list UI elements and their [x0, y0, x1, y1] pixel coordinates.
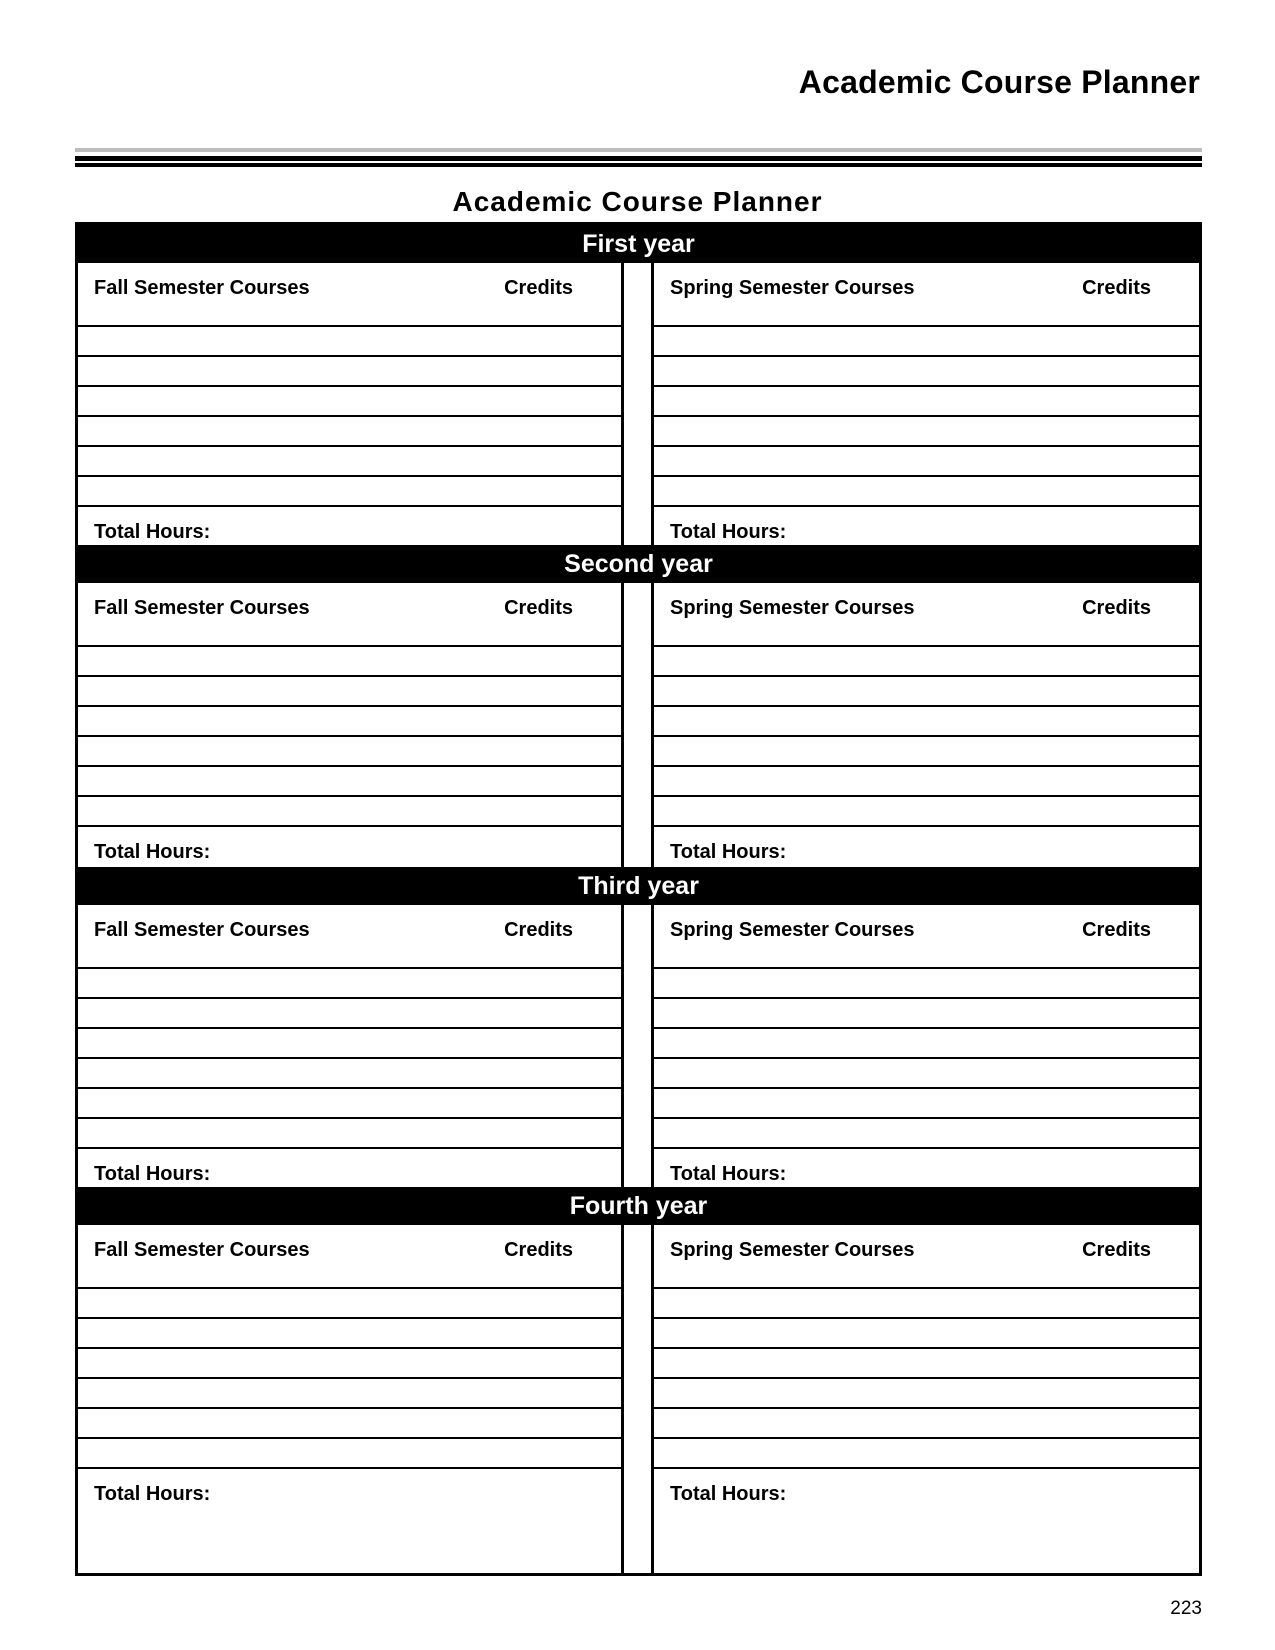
- course-entry-row[interactable]: [78, 1349, 621, 1379]
- fall-courses-label: Fall Semester Courses: [94, 277, 310, 299]
- course-entry-row[interactable]: [654, 1289, 1199, 1319]
- total-hours-label: Total Hours:: [670, 1163, 787, 1185]
- fall-courses-label: Fall Semester Courses: [94, 597, 310, 619]
- spring-courses-label: Spring Semester Courses: [670, 277, 915, 299]
- course-entry-row[interactable]: [654, 1059, 1199, 1089]
- course-entry-row[interactable]: [654, 357, 1199, 387]
- spring-semester-block: [651, 583, 1199, 867]
- spring-semester-header: [654, 905, 1199, 969]
- fall-semester-block: [78, 905, 624, 1187]
- fall-course-rows: [78, 327, 621, 507]
- credits-label: Credits: [504, 1239, 573, 1261]
- spring-course-rows: [654, 647, 1199, 827]
- planner-title: Academic Course Planner: [452, 186, 823, 217]
- course-entry-row[interactable]: [78, 677, 621, 707]
- spring-course-rows: [654, 327, 1199, 507]
- fall-semester-block: [78, 1225, 624, 1573]
- course-entry-row[interactable]: [654, 417, 1199, 447]
- course-entry-row[interactable]: [654, 1439, 1199, 1469]
- fall-semester-header: [78, 905, 621, 969]
- course-entry-row[interactable]: [78, 1119, 621, 1149]
- page-number: 223: [1170, 1598, 1202, 1619]
- course-entry-row[interactable]: [78, 1439, 621, 1469]
- spring-semester-header: [654, 583, 1199, 647]
- credits-label: Credits: [504, 919, 573, 941]
- course-entry-row[interactable]: [78, 447, 621, 477]
- course-entry-row[interactable]: [78, 767, 621, 797]
- course-entry-row[interactable]: [654, 767, 1199, 797]
- total-hours-label: Total Hours:: [94, 1483, 211, 1505]
- course-entry-row[interactable]: [654, 1349, 1199, 1379]
- fall-semester-header: [78, 1225, 621, 1289]
- course-entry-row[interactable]: [78, 1059, 621, 1089]
- spring-semester-header: [654, 1225, 1199, 1289]
- fall-semester-header: [78, 583, 621, 647]
- year-header: First year: [78, 225, 1199, 263]
- fall-semester-header: [78, 263, 621, 327]
- credits-label: Credits: [1082, 1239, 1151, 1261]
- spring-courses-label: Spring Semester Courses: [670, 597, 915, 619]
- course-entry-row[interactable]: [78, 417, 621, 447]
- course-entry-row[interactable]: [654, 797, 1199, 827]
- year-section: [78, 867, 1199, 1187]
- year-section: [78, 225, 1199, 545]
- total-hours-label: Total Hours:: [94, 1163, 211, 1185]
- credits-label: Credits: [1082, 277, 1151, 299]
- credits-label: Credits: [1082, 597, 1151, 619]
- fall-course-rows: [78, 1289, 621, 1469]
- course-entry-row[interactable]: [654, 1029, 1199, 1059]
- course-entry-row[interactable]: [78, 1409, 621, 1439]
- total-hours-label: Total Hours:: [94, 841, 211, 863]
- fall-course-rows: [78, 647, 621, 827]
- course-entry-row[interactable]: [654, 737, 1199, 767]
- spring-semester-block: [651, 263, 1199, 545]
- fall-course-rows: [78, 969, 621, 1149]
- course-entry-row[interactable]: [654, 387, 1199, 417]
- course-entry-row[interactable]: [78, 1379, 621, 1409]
- course-entry-row[interactable]: [654, 647, 1199, 677]
- spring-courses-label: Spring Semester Courses: [670, 919, 915, 941]
- course-entry-row[interactable]: [78, 477, 621, 507]
- course-entry-row[interactable]: [654, 1089, 1199, 1119]
- year-section: [78, 1187, 1199, 1573]
- course-entry-row[interactable]: [654, 327, 1199, 357]
- header-rule-bottom: [75, 163, 1202, 167]
- course-entry-row[interactable]: [78, 387, 621, 417]
- course-entry-row[interactable]: [78, 357, 621, 387]
- page-header-title: Academic Course Planner: [798, 64, 1200, 100]
- year-header: Fourth year: [78, 1187, 1199, 1225]
- course-entry-row[interactable]: [654, 677, 1199, 707]
- spring-course-rows: [654, 1289, 1199, 1469]
- spring-courses-label: Spring Semester Courses: [670, 1239, 915, 1261]
- fall-courses-label: Fall Semester Courses: [94, 919, 310, 941]
- fall-semester-block: [78, 583, 624, 867]
- credits-label: Credits: [504, 277, 573, 299]
- year-header: Third year: [78, 867, 1199, 905]
- course-entry-row[interactable]: [78, 1089, 621, 1119]
- course-entry-row[interactable]: [654, 477, 1199, 507]
- course-entry-row[interactable]: [78, 707, 621, 737]
- spring-semester-header: [654, 263, 1199, 327]
- course-entry-row[interactable]: [654, 1119, 1199, 1149]
- spring-course-rows: [654, 969, 1199, 1149]
- course-entry-row[interactable]: [654, 1379, 1199, 1409]
- total-hours-label: Total Hours:: [94, 521, 211, 543]
- course-entry-row[interactable]: [654, 999, 1199, 1029]
- course-entry-row[interactable]: [78, 647, 621, 677]
- total-hours-label: Total Hours:: [670, 1483, 787, 1505]
- course-entry-row[interactable]: [78, 1319, 621, 1349]
- course-entry-row[interactable]: [78, 327, 621, 357]
- course-entry-row[interactable]: [78, 969, 621, 999]
- course-entry-row[interactable]: [654, 969, 1199, 999]
- credits-label: Credits: [1082, 919, 1151, 941]
- course-entry-row[interactable]: [654, 1319, 1199, 1349]
- course-entry-row[interactable]: [78, 999, 621, 1029]
- year-section: [78, 545, 1199, 867]
- fall-courses-label: Fall Semester Courses: [94, 1239, 310, 1261]
- total-hours-label: Total Hours:: [670, 521, 787, 543]
- credits-label: Credits: [504, 597, 573, 619]
- course-entry-row[interactable]: [654, 447, 1199, 477]
- course-entry-row[interactable]: [78, 1029, 621, 1059]
- course-entry-row[interactable]: [78, 797, 621, 827]
- course-entry-row[interactable]: [78, 737, 621, 767]
- course-entry-row[interactable]: [78, 1289, 621, 1319]
- fall-semester-block: [78, 263, 624, 545]
- year-header: Second year: [78, 545, 1199, 583]
- spring-semester-block: [651, 1225, 1199, 1573]
- course-entry-row[interactable]: [654, 707, 1199, 737]
- spring-semester-block: [651, 905, 1199, 1187]
- course-entry-row[interactable]: [654, 1409, 1199, 1439]
- total-hours-label: Total Hours:: [670, 841, 787, 863]
- planner-grid: [75, 222, 1202, 1576]
